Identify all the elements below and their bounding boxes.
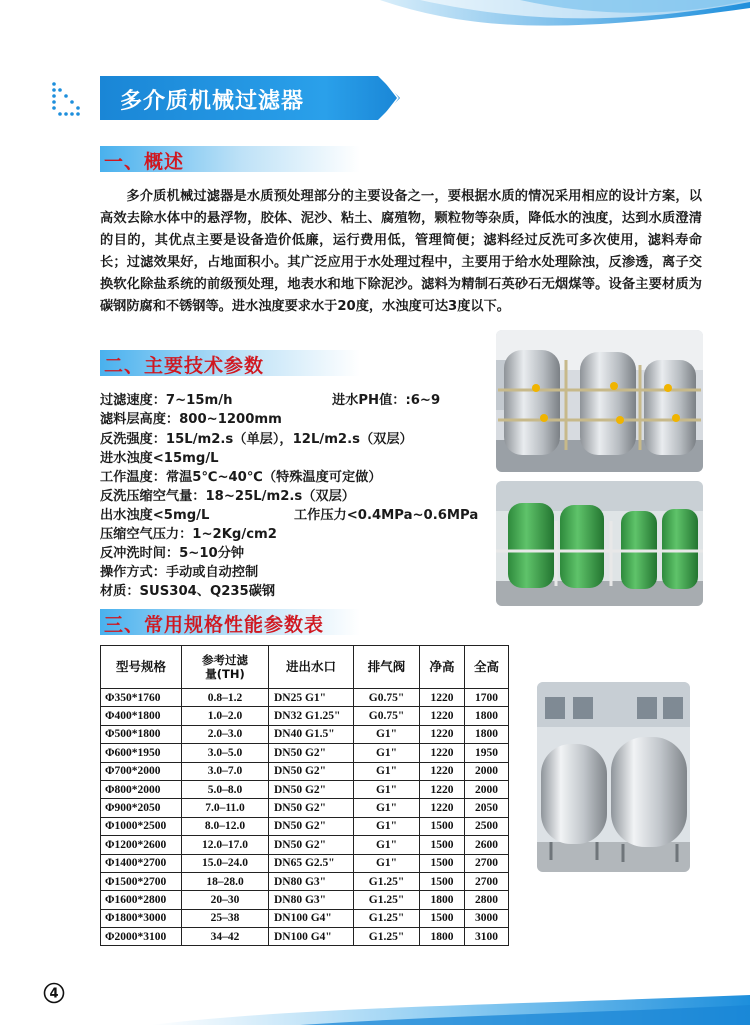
param-operation: 操作方式：手动或自动控制 — [100, 565, 259, 580]
table-row — [101, 689, 509, 707]
column-header-label: 参考过滤量(TH) — [202, 653, 248, 681]
table-cell: 1800 — [465, 707, 509, 725]
table-cell: 2000 — [465, 762, 509, 780]
table-cell: G1" — [354, 744, 420, 762]
table-cell: DN80 G3" — [269, 891, 354, 909]
table-cell: 2700 — [465, 872, 509, 890]
table-cell: Φ1600*2800 — [101, 891, 182, 909]
table-cell: 2500 — [465, 817, 509, 835]
table-cell: 3.0–7.0 — [182, 762, 269, 780]
table-cell: G1.25" — [354, 891, 420, 909]
table-cell: 1700 — [465, 689, 509, 707]
param-work-pressure: 工作压力<0.4MPa~0.6MPa — [294, 508, 479, 523]
table-cell: Φ700*2000 — [101, 762, 182, 780]
table-row — [101, 799, 509, 817]
table-cell: Φ1400*2700 — [101, 854, 182, 872]
section-heading-table: 三、常用规格性能参数表 — [104, 614, 325, 636]
table-cell: 2600 — [465, 836, 509, 854]
table-cell: 1220 — [420, 780, 465, 798]
overview-paragraph — [100, 186, 702, 318]
table-cell: G0.75" — [354, 707, 420, 725]
table-cell: 3000 — [465, 909, 509, 927]
table-cell: G1" — [354, 854, 420, 872]
table-cell: 18–28.0 — [182, 872, 269, 890]
table-cell: 1220 — [420, 725, 465, 743]
table-cell: Φ350*1760 — [101, 689, 182, 707]
section-heading-overview: 一、概述 — [104, 151, 185, 173]
table-row — [101, 725, 509, 743]
table-cell: 20–30 — [182, 891, 269, 909]
table-cell: Φ2000*3100 — [101, 928, 182, 946]
table-cell: DN50 G2" — [269, 817, 354, 835]
table-cell: 3100 — [465, 928, 509, 946]
table-cell: 1220 — [420, 762, 465, 780]
table-cell: 7.0–11.0 — [182, 799, 269, 817]
table-cell: 25–38 — [182, 909, 269, 927]
table-cell: DN40 G1.5" — [269, 725, 354, 743]
table-cell: 3.0–5.0 — [182, 744, 269, 762]
table-cell: 1220 — [420, 707, 465, 725]
param-air-volume: 反洗压缩空气量：18~25L/m2.s（双层） — [100, 489, 355, 504]
table-cell: G1.25" — [354, 872, 420, 890]
table-cell: G1" — [354, 836, 420, 854]
column-header — [182, 646, 269, 689]
table-cell: Φ500*1800 — [101, 725, 182, 743]
table-row — [101, 854, 509, 872]
table-row — [101, 744, 509, 762]
table-cell: DN80 G3" — [269, 872, 354, 890]
table-cell: DN50 G2" — [269, 744, 354, 762]
table-cell: 1500 — [420, 817, 465, 835]
table-cell: 1.0–2.0 — [182, 707, 269, 725]
arrow-dots-icon — [50, 80, 86, 116]
table-cell: DN100 G4" — [269, 909, 354, 927]
column-header: 型号规格 — [101, 646, 182, 689]
top-wave-decoration — [0, 0, 750, 60]
table-cell: 1500 — [420, 909, 465, 927]
table-cell: 1500 — [420, 854, 465, 872]
table-cell: Φ600*1950 — [101, 744, 182, 762]
param-filter-speed: 过滤速度：7~15m/h — [100, 393, 233, 408]
table-cell: 2000 — [465, 780, 509, 798]
table-cell: 1500 — [420, 872, 465, 890]
table-cell: G0.75" — [354, 689, 420, 707]
table-cell: DN65 G2.5" — [269, 854, 354, 872]
table-cell: DN25 G1" — [269, 689, 354, 707]
table-cell: G1.25" — [354, 928, 420, 946]
param-inlet-turbidity: 进水浊度<15mg/L — [100, 451, 219, 466]
table-row — [101, 836, 509, 854]
table-cell: Φ1200*2600 — [101, 836, 182, 854]
table-cell: G1" — [354, 762, 420, 780]
table-cell: 1220 — [420, 689, 465, 707]
param-work-temperature: 工作温度：常温5℃~40℃（特殊温度可定做） — [100, 470, 382, 485]
photo-stainless-filters — [496, 330, 703, 472]
column-header: 净高 — [420, 646, 465, 689]
page-number: 4 — [49, 986, 59, 1002]
table-cell: G1" — [354, 780, 420, 798]
table-cell: DN100 G4" — [269, 928, 354, 946]
table-cell: DN50 G2" — [269, 780, 354, 798]
table-cell: Φ1800*3000 — [101, 909, 182, 927]
table-row — [101, 909, 509, 927]
table-cell: 1500 — [420, 836, 465, 854]
table-cell: Φ800*2000 — [101, 780, 182, 798]
table-cell: 1800 — [420, 891, 465, 909]
table-cell: 2800 — [465, 891, 509, 909]
column-header: 全高 — [465, 646, 509, 689]
table-cell: 2.0–3.0 — [182, 725, 269, 743]
table-cell: DN50 G2" — [269, 799, 354, 817]
param-ph: 进水PH值：:6~9 — [332, 393, 441, 408]
table-cell: 1800 — [420, 928, 465, 946]
table-header-row — [101, 646, 509, 689]
table-cell: DN50 G2" — [269, 762, 354, 780]
table-cell: G1" — [354, 799, 420, 817]
table-cell: 2050 — [465, 799, 509, 817]
table-cell: 1220 — [420, 744, 465, 762]
table-cell: 8.0–12.0 — [182, 817, 269, 835]
table-cell: 12.0–17.0 — [182, 836, 269, 854]
param-outlet-turbidity: 出水浊度<5mg/L — [100, 508, 210, 523]
table-row — [101, 872, 509, 890]
photo-large-stainless-tanks — [537, 682, 690, 872]
table-cell: G1" — [354, 817, 420, 835]
table-row — [101, 707, 509, 725]
table-cell: 2700 — [465, 854, 509, 872]
table-row — [101, 817, 509, 835]
table-cell: 15.0–24.0 — [182, 854, 269, 872]
param-media-height: 滤料层高度：800~1200mm — [100, 412, 282, 427]
param-material: 材质：SUS304、Q235碳钢 — [100, 584, 276, 599]
param-backwash-time: 反冲洗时间：5~10分钟 — [100, 546, 245, 561]
column-header: 排气阀 — [354, 646, 420, 689]
table-cell: 1950 — [465, 744, 509, 762]
table-cell: 5.0–8.0 — [182, 780, 269, 798]
page-title: 多介质机械过滤器 — [120, 89, 305, 114]
table-cell: DN50 G2" — [269, 836, 354, 854]
overview-text: 多介质机械过滤器是水质预处理部分的主要设备之一，要根据水质的情况采用相应的设计方案，以高效去除水体中的悬浮物，胶体、泥沙、粘土、腐殖物，颗粒物等杂质，降低水的浊度，达到水质澄清的目的，其优点主要是设备造价低廉，运行费用低，管理简便；滤料经过反洗可多次使用，滤料寿命长；过滤效果好，占地面积小。其广泛应用于水处理过程中，主要用于给水处理除浊，反渗透，离子交换软化除盐系统的前级预处理，地表水和地下除泥沙。滤料为精制石英砂石无烟煤等。设备主要材质为碳钢防腐和不锈钢等。进水浊度要求水于20度，水浊度可达3度以下。 — [100, 189, 702, 314]
table-cell: G1.25" — [354, 909, 420, 927]
table-cell: Φ900*2050 — [101, 799, 182, 817]
spec-table — [100, 645, 509, 946]
param-backwash-intensity: 反洗强度：15L/m2.s（单层），12L/m2.s（双层） — [100, 432, 413, 447]
table-row — [101, 928, 509, 946]
table-cell: Φ1500*2700 — [101, 872, 182, 890]
section-heading-params: 二、主要技术参数 — [104, 355, 265, 377]
table-cell: G1" — [354, 725, 420, 743]
table-cell: 34–42 — [182, 928, 269, 946]
param-air-pressure: 压缩空气压力：1~2Kg/cm2 — [100, 527, 277, 542]
table-row — [101, 780, 509, 798]
table-cell: Φ400*1800 — [101, 707, 182, 725]
table-cell: 1220 — [420, 799, 465, 817]
photo-green-filters — [496, 481, 703, 606]
table-cell: 0.8–1.2 — [182, 689, 269, 707]
table-cell: DN32 G1.25" — [269, 707, 354, 725]
bottom-wave-decoration — [0, 995, 750, 1025]
column-header: 进出水口 — [269, 646, 354, 689]
table-row — [101, 762, 509, 780]
table-row — [101, 891, 509, 909]
table-cell: Φ1000*2500 — [101, 817, 182, 835]
table-cell: 1800 — [465, 725, 509, 743]
